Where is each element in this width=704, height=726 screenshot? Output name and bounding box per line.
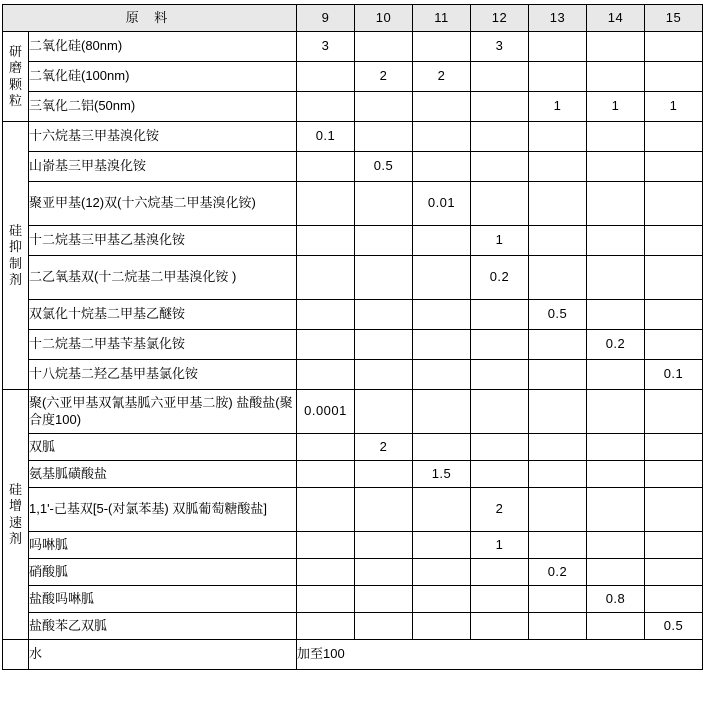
cell-value: [529, 461, 587, 488]
group-label-abrasive: 研磨颗粒: [3, 32, 29, 122]
table-row-water: [3, 640, 703, 670]
cell-value: [645, 390, 703, 434]
material-name: 三氧化二铝(50nm): [29, 92, 297, 122]
header-col-13: 13: [529, 5, 587, 32]
material-name: 双胍: [29, 434, 297, 461]
cell-value: [645, 256, 703, 300]
material-name: 双氯化十烷基二甲基乙醚铵: [29, 300, 297, 330]
cell-value: [355, 182, 413, 226]
cell-value: [297, 532, 355, 559]
material-name: 盐酸吗啉胍: [29, 586, 297, 613]
cell-value: [471, 613, 529, 640]
header-col-14: 14: [587, 5, 645, 32]
cell-value: [587, 532, 645, 559]
cell-value: [529, 152, 587, 182]
cell-value: [587, 488, 645, 532]
cell-value: [297, 226, 355, 256]
cell-value: [529, 532, 587, 559]
cell-value: [471, 390, 529, 434]
cell-value: 1: [471, 226, 529, 256]
material-name: 二氧化硅(80nm): [29, 32, 297, 62]
cell-value: [355, 586, 413, 613]
material-name: 硝酸胍: [29, 559, 297, 586]
table-row: [3, 390, 703, 434]
cell-value: [587, 360, 645, 390]
cell-value: [355, 122, 413, 152]
cell-value: [355, 256, 413, 300]
cell-value: [645, 586, 703, 613]
cell-value: [471, 330, 529, 360]
cell-value: 2: [471, 488, 529, 532]
cell-value: [413, 92, 471, 122]
table-header-row: [3, 5, 703, 32]
cell-value: 2: [355, 62, 413, 92]
cell-value: [297, 300, 355, 330]
cell-value: [645, 152, 703, 182]
cell-value: [355, 226, 413, 256]
cell-value: 1: [645, 92, 703, 122]
cell-value: [529, 586, 587, 613]
cell-value: 0.0001: [297, 390, 355, 434]
table-row: [3, 613, 703, 640]
cell-value: [413, 330, 471, 360]
cell-value: 0.01: [413, 182, 471, 226]
cell-value: [297, 559, 355, 586]
cell-value: [471, 559, 529, 586]
cell-value: [645, 330, 703, 360]
material-name: 山嵛基三甲基溴化铵: [29, 152, 297, 182]
cell-value: [413, 226, 471, 256]
cell-value: 0.2: [471, 256, 529, 300]
cell-value: [587, 613, 645, 640]
cell-value: [355, 92, 413, 122]
cell-value: [413, 586, 471, 613]
cell-value: [587, 226, 645, 256]
cell-value: [645, 300, 703, 330]
cell-value: [471, 300, 529, 330]
cell-value: [587, 300, 645, 330]
table-row: [3, 152, 703, 182]
header-col-9: 9: [297, 5, 355, 32]
cell-value: [587, 62, 645, 92]
table-row: [3, 182, 703, 226]
cell-value: [529, 330, 587, 360]
cell-value: [529, 360, 587, 390]
cell-value: [471, 434, 529, 461]
cell-value: [355, 488, 413, 532]
cell-value: [529, 434, 587, 461]
cell-value: [413, 434, 471, 461]
cell-value: [413, 613, 471, 640]
cell-value: 1: [587, 92, 645, 122]
table-row: [3, 532, 703, 559]
material-name: 聚(六亚甲基双氰基胍六亚甲基二胺) 盐酸盐(聚合度100): [29, 390, 297, 434]
cell-value: 1: [471, 532, 529, 559]
material-name: 十二烷基三甲基乙基溴化铵: [29, 226, 297, 256]
cell-value: [297, 256, 355, 300]
cell-value: 0.8: [587, 586, 645, 613]
cell-value: [413, 152, 471, 182]
cell-value: [355, 360, 413, 390]
cell-value: 2: [355, 434, 413, 461]
material-name: 吗啉胍: [29, 532, 297, 559]
cell-value: [529, 182, 587, 226]
header-material: 原 料: [3, 5, 297, 32]
table-row: [3, 300, 703, 330]
cell-value: [297, 92, 355, 122]
cell-value: [645, 488, 703, 532]
cell-value: [645, 532, 703, 559]
cell-value: [471, 461, 529, 488]
table-row: [3, 226, 703, 256]
group-label-silicon-accelerator: 硅增速剂: [3, 390, 29, 640]
cell-value: [471, 62, 529, 92]
cell-value: [529, 122, 587, 152]
cell-value: [413, 488, 471, 532]
cell-value: [529, 256, 587, 300]
table-row: [3, 62, 703, 92]
cell-value: [355, 390, 413, 434]
material-name: 二乙氧基双(十二烷基二甲基溴化铵 ): [29, 256, 297, 300]
header-col-12: 12: [471, 5, 529, 32]
formula-table: [2, 4, 703, 670]
cell-value: [355, 32, 413, 62]
cell-value: [413, 559, 471, 586]
cell-value: [413, 256, 471, 300]
cell-value: [529, 226, 587, 256]
cell-value: [645, 434, 703, 461]
cell-value: 0.1: [297, 122, 355, 152]
table-row: [3, 92, 703, 122]
material-name: 氨基胍磺酸盐: [29, 461, 297, 488]
cell-value: [355, 613, 413, 640]
cell-value: [413, 300, 471, 330]
material-name: 1,1'-己基双[5-(对氯苯基) 双胍葡萄糖酸盐]: [29, 488, 297, 532]
cell-value: [471, 182, 529, 226]
material-name: 十二烷基二甲基苄基氯化铵: [29, 330, 297, 360]
cell-value: [471, 152, 529, 182]
cell-value: [413, 122, 471, 152]
cell-value: [529, 62, 587, 92]
material-name: 二氧化硅(100nm): [29, 62, 297, 92]
formula-table-sheet: [0, 4, 704, 726]
cell-value: [645, 122, 703, 152]
cell-value: 3: [471, 32, 529, 62]
cell-value: [645, 182, 703, 226]
material-name-water: 水: [29, 640, 297, 670]
cell-value: [297, 182, 355, 226]
cell-value: 3: [297, 32, 355, 62]
group-label-empty: [3, 640, 29, 670]
header-col-10: 10: [355, 5, 413, 32]
cell-value: [587, 182, 645, 226]
material-name: 十六烷基三甲基溴化铵: [29, 122, 297, 152]
cell-value: [297, 152, 355, 182]
cell-value: [529, 32, 587, 62]
cell-value: 0.2: [529, 559, 587, 586]
cell-value: 1: [529, 92, 587, 122]
cell-value: 0.5: [645, 613, 703, 640]
table-row: [3, 559, 703, 586]
cell-value: [587, 256, 645, 300]
cell-value: [529, 613, 587, 640]
cell-value: 2: [413, 62, 471, 92]
cell-value: [297, 488, 355, 532]
cell-value: [355, 532, 413, 559]
cell-value: [645, 226, 703, 256]
cell-value: [297, 360, 355, 390]
cell-value: [297, 461, 355, 488]
cell-value: [471, 122, 529, 152]
cell-value: [529, 390, 587, 434]
cell-value: [587, 122, 645, 152]
table-row: [3, 330, 703, 360]
cell-value: [645, 62, 703, 92]
table-row: [3, 461, 703, 488]
group-label-silicon-inhibitor: 硅抑制剂: [3, 122, 29, 390]
material-name: 盐酸苯乙双胍: [29, 613, 297, 640]
cell-value: [471, 586, 529, 613]
cell-value: [587, 390, 645, 434]
cell-value: [297, 330, 355, 360]
cell-value: [413, 390, 471, 434]
cell-value: [587, 461, 645, 488]
cell-value: [471, 92, 529, 122]
cell-value: [413, 532, 471, 559]
cell-value: 0.5: [355, 152, 413, 182]
table-row: [3, 488, 703, 532]
cell-value: 1.5: [413, 461, 471, 488]
cell-value: [529, 488, 587, 532]
cell-value: [413, 360, 471, 390]
table-row: [3, 360, 703, 390]
header-col-11: 11: [413, 5, 471, 32]
cell-value: [355, 330, 413, 360]
cell-value: [645, 559, 703, 586]
cell-value: [587, 32, 645, 62]
material-name: 聚亚甲基(12)双(十六烷基二甲基溴化铵): [29, 182, 297, 226]
table-row: [3, 122, 703, 152]
cell-value: 0.1: [645, 360, 703, 390]
cell-value: [297, 613, 355, 640]
cell-value: [645, 461, 703, 488]
table-row: [3, 586, 703, 613]
header-col-15: 15: [645, 5, 703, 32]
cell-value: [413, 32, 471, 62]
cell-value: [297, 586, 355, 613]
cell-value: [645, 32, 703, 62]
cell-value: [355, 300, 413, 330]
cell-value: [587, 152, 645, 182]
cell-value: [587, 434, 645, 461]
table-row: [3, 434, 703, 461]
cell-value: 0.2: [587, 330, 645, 360]
table-row: [3, 32, 703, 62]
cell-value: [297, 434, 355, 461]
cell-value: [355, 461, 413, 488]
cell-value: [587, 559, 645, 586]
table-row: [3, 256, 703, 300]
cell-value: [471, 360, 529, 390]
cell-value: [355, 559, 413, 586]
cell-value: [297, 62, 355, 92]
cell-value-water: 加至100: [297, 640, 703, 670]
material-name: 十八烷基二羟乙基甲基氯化铵: [29, 360, 297, 390]
cell-value: 0.5: [529, 300, 587, 330]
